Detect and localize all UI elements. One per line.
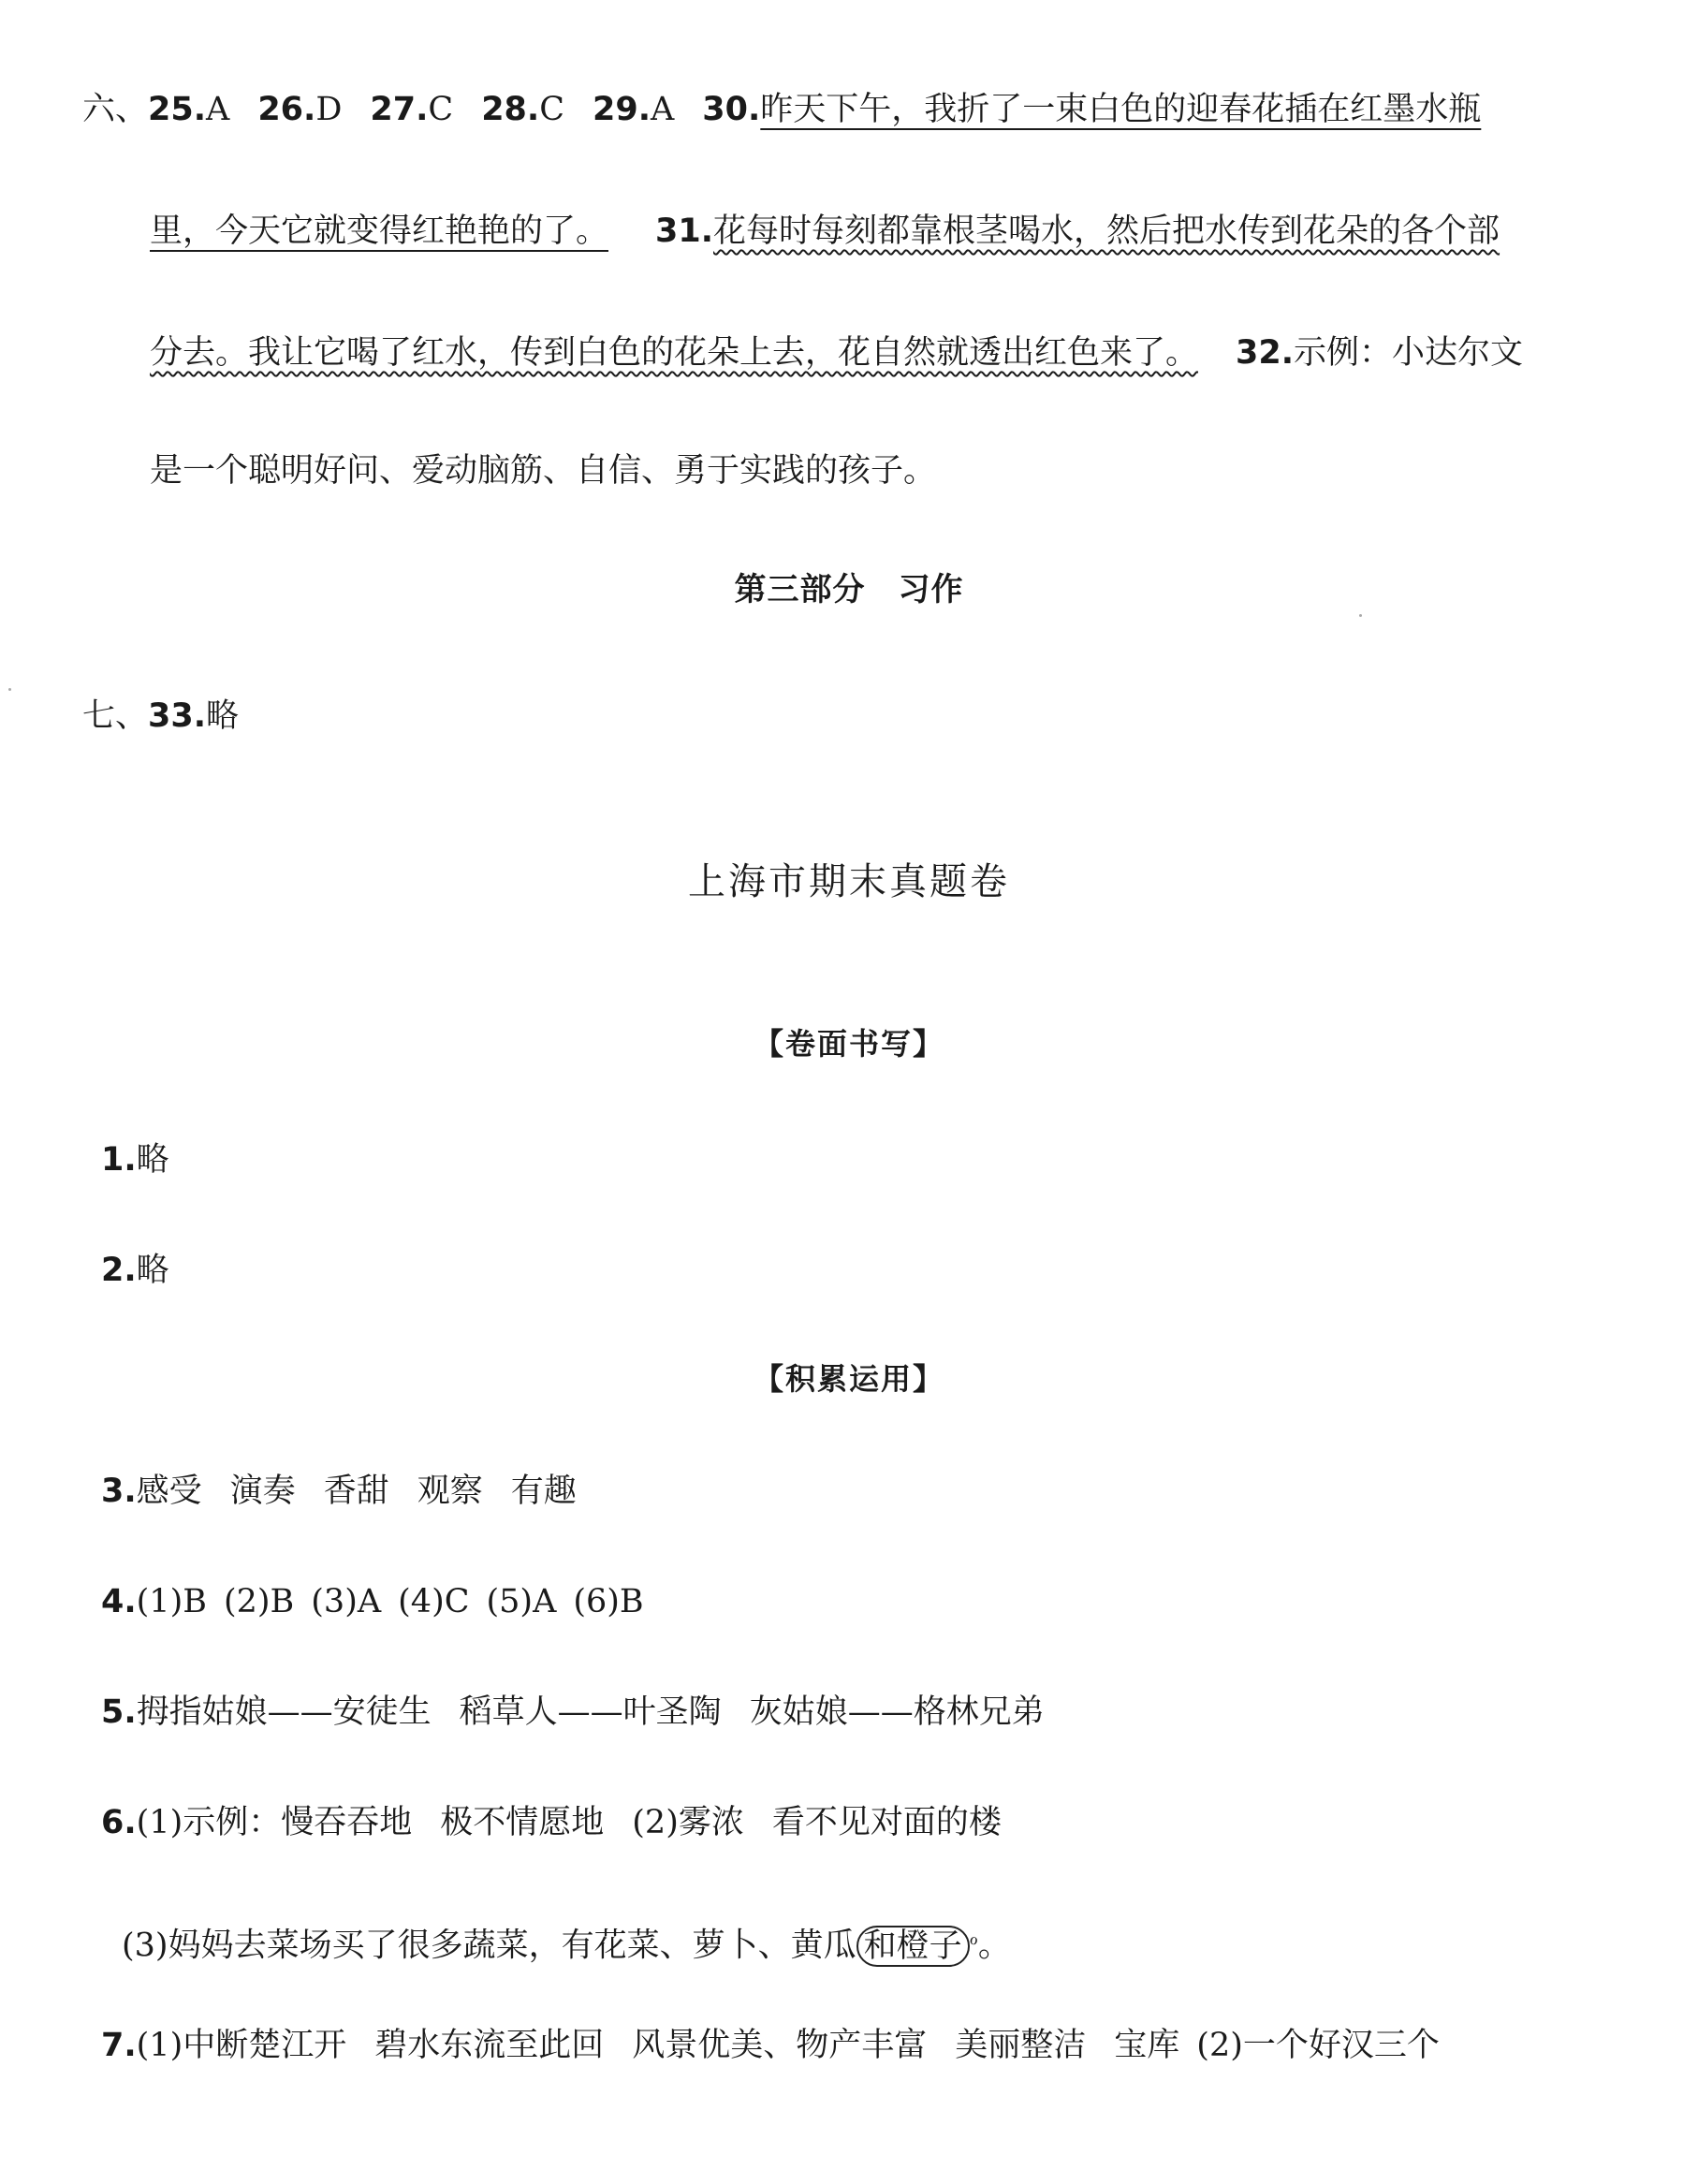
exam-title: 上海市期末真题卷 (688, 860, 1010, 903)
answer-line-7 (82, 693, 239, 740)
accumulation-heading: 【积累运用】 (753, 1361, 944, 1397)
q31-answer-part1: 花每时每刻都靠根茎喝水，然后把水传到花朵的各个部 (713, 213, 1500, 250)
q1-answer: 略 (136, 1141, 169, 1179)
q31-number: 31. (655, 213, 714, 250)
q25-answer: A (206, 91, 230, 128)
q5-line (101, 1689, 1045, 1736)
q6-item: (2)雾浓 (632, 1804, 744, 1841)
q6-line2-text: (3)妈妈去菜场买了很多蔬菜，有花菜、萝卜、黄瓜 (122, 1927, 856, 1965)
q6-item: (1)示例：慢吞吞地 (136, 1804, 413, 1841)
handwriting-heading: 【卷面书写】 (753, 1026, 944, 1062)
q33-answer: 略 (206, 697, 240, 735)
q6-item: 极不情愿地 (440, 1804, 605, 1841)
q4-item: (3)A (311, 1583, 382, 1620)
q2-line (101, 1247, 169, 1294)
q7-item: 碧水东流至此回 (374, 2027, 605, 2064)
answer-line-6-2 (150, 208, 1500, 255)
q1-number: 1. (101, 1141, 137, 1179)
q4-item: (1)B (136, 1583, 207, 1620)
q4-item: (4)C (398, 1583, 470, 1620)
q4-line (101, 1578, 644, 1625)
q5-number: 5. (101, 1693, 137, 1731)
section-prefix-7: 七、 (82, 697, 149, 735)
q5-pair: 稻草人——叶圣陶 (459, 1693, 722, 1731)
part3-heading: 第三部分 习作 (734, 571, 964, 608)
q7-item: 美丽整洁 (955, 2027, 1087, 2064)
q33-number: 33. (148, 697, 207, 735)
q1-line (101, 1136, 169, 1183)
q26-number: 26. (257, 91, 316, 128)
q7-item: 宝库 (1114, 2027, 1180, 2064)
q4-item: (6)B (573, 1583, 644, 1620)
section-prefix-6: 六、 (82, 91, 149, 128)
answer-line-6-3 (150, 330, 1523, 376)
q4-number: 4. (101, 1583, 137, 1620)
q3-word: 有趣 (510, 1473, 577, 1510)
q32-answer-part1: 示例：小达尔文 (1294, 334, 1524, 372)
q28-number: 28. (481, 91, 540, 128)
q29-number: 29. (592, 91, 651, 128)
q6-line2-end: 。 (977, 1927, 1011, 1965)
q7-item: (1)中断楚江开 (136, 2027, 347, 2064)
q7-item: 风景优美、物产丰富 (632, 2027, 928, 2064)
q32-answer-part2: 是一个聪明好问、爱动脑筋、自信、勇于实践的孩子。 (150, 452, 937, 490)
q3-word: 感受 (136, 1473, 202, 1510)
q3-word: 观察 (417, 1473, 483, 1510)
q3-word: 演奏 (229, 1473, 296, 1510)
q3-number: 3. (101, 1473, 137, 1510)
q25-number: 25. (148, 91, 207, 128)
q4-item: (2)B (223, 1583, 295, 1620)
q6-number: 6. (101, 1804, 137, 1841)
q5-pair: 拇指姑娘——安徒生 (136, 1693, 432, 1731)
q3-word: 香甜 (323, 1473, 389, 1510)
q4-item: (5)A (486, 1583, 557, 1620)
q27-answer: C (428, 91, 454, 128)
q30-answer-part1: 昨天下午，我折了一束白色的迎春花插在红墨水瓶 (760, 91, 1482, 128)
q6-item: 看不见对面的楼 (771, 1804, 1002, 1841)
q31-answer-part2: 分去。我让它喝了红水，传到白色的花朵上去，花自然就透出红色来了。 (150, 334, 1199, 372)
q6-line-2 (122, 1914, 1011, 1970)
q7-line (101, 2022, 1440, 2069)
q30-number: 30. (702, 91, 761, 128)
q5-pair: 灰姑娘——格林兄弟 (749, 1693, 1045, 1731)
q28-answer: C (539, 91, 564, 128)
answer-line-6-4 (150, 447, 936, 494)
q29-answer: A (651, 91, 675, 128)
q2-number: 2. (101, 1252, 137, 1289)
q2-answer: 略 (136, 1252, 169, 1289)
q30-answer-part2: 里，今天它就变得红艳艳的了。 (150, 213, 609, 250)
scan-speck (8, 688, 11, 691)
q32-number: 32. (1236, 334, 1295, 372)
q7-item: (2)一个好汉三个 (1196, 2027, 1440, 2064)
scan-speck (1359, 614, 1362, 617)
q6-line-1 (101, 1799, 1002, 1846)
answer-line-6-1 (82, 86, 1481, 133)
q26-answer: D (315, 91, 343, 128)
deletion-mark: ℴ (969, 1927, 978, 1949)
q7-number: 7. (101, 2027, 137, 2064)
q27-number: 27. (370, 91, 429, 128)
q6-circled-correction: 和橙子 (856, 1926, 970, 1967)
q3-line (101, 1468, 577, 1515)
